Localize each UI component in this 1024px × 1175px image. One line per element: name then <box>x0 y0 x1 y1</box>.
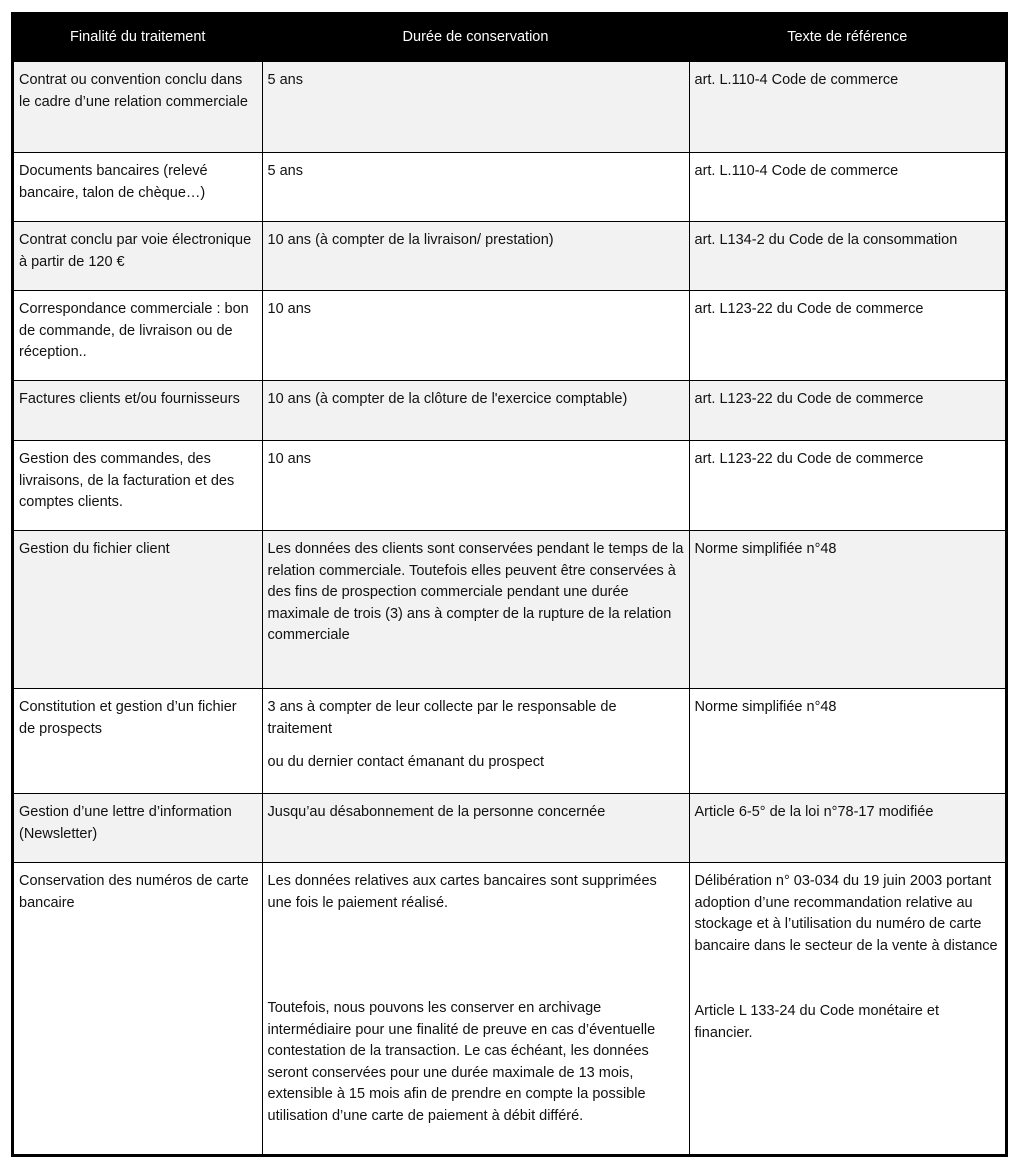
purpose-cell: Gestion des commandes, des livraisons, de la facturation et des comptes clients. <box>14 441 262 531</box>
reference-cell: art. L123-22 du Code de commerce <box>689 291 1005 381</box>
reference-text: Délibération n° 03-034 du 19 juin 2003 portant adoption d’une recommandation relative au stockage et à l’utilisation du numéro de carte bancaire dans le secteur de la vente à distance <box>694 873 998 954</box>
duration-text: 3 ans à compter de leur collecte par le responsable de traitement <box>267 699 617 737</box>
table-row <box>14 291 1005 381</box>
retention-table <box>11 12 1008 1157</box>
purpose-cell: Conservation des numéros de carte bancaire <box>14 863 262 1155</box>
duration-cell: 10 ans <box>262 291 689 381</box>
duration-cell: Les données des clients sont conservées pendant le temps de la relation commerciale. Toutefois elles peuvent être conservées à des fins de prospection commerciale pendant une durée maximale de trois (3) ans à compter de la rupture de la relation commerciale <box>262 531 689 689</box>
reference-cell <box>689 863 1005 1155</box>
table-row <box>14 381 1005 441</box>
purpose-cell: Gestion d’une lettre d’information (Newsletter) <box>14 794 262 863</box>
purpose-cell: Documents bancaires (relevé bancaire, talon de chèque…) <box>14 153 262 222</box>
table-row <box>14 441 1005 531</box>
duration-cell: 10 ans (à compter de la livraison/ prestation) <box>262 222 689 291</box>
purpose-cell: Gestion du fichier client <box>14 531 262 689</box>
duration-text: Les données relatives aux cartes bancaires sont supprimées une fois le paiement réalisé. <box>267 873 657 911</box>
duration-cell: 5 ans <box>262 153 689 222</box>
reference-text-continued: Article L 133-24 du Code monétaire et financier. <box>694 1003 939 1041</box>
duration-cell: 5 ans <box>262 62 689 153</box>
duration-cell: 10 ans (à compter de la clôture de l'exercice comptable) <box>262 381 689 441</box>
header-purpose: Finalité du traitement <box>14 15 262 62</box>
duration-cell: 10 ans <box>262 441 689 531</box>
purpose-cell: Constitution et gestion d’un fichier de prospects <box>14 689 262 794</box>
header-duration: Durée de conservation <box>262 15 689 62</box>
reference-cell: art. L.110-4 Code de commerce <box>689 153 1005 222</box>
reference-cell: art. L134-2 du Code de la consommation <box>689 222 1005 291</box>
table-row <box>14 222 1005 291</box>
duration-text-continued: ou du dernier contact émanant du prospect <box>267 754 544 770</box>
table-row <box>14 531 1005 689</box>
duration-cell <box>262 863 689 1155</box>
reference-cell: Article 6-5° de la loi n°78-17 modifiée <box>689 794 1005 863</box>
purpose-cell: Contrat ou convention conclu dans le cadre d’une relation commerciale <box>14 62 262 153</box>
reference-cell: Norme simplifiée n°48 <box>689 689 1005 794</box>
table-row <box>14 62 1005 153</box>
header-row <box>14 15 1005 62</box>
table-row <box>14 794 1005 863</box>
table-row <box>14 689 1005 794</box>
purpose-cell: Factures clients et/ou fournisseurs <box>14 381 262 441</box>
spacer <box>268 740 684 752</box>
reference-cell: art. L.110-4 Code de commerce <box>689 62 1005 153</box>
reference-cell: art. L123-22 du Code de commerce <box>689 381 1005 441</box>
purpose-cell: Correspondance commerciale : bon de commande, de livraison ou de réception.. <box>14 291 262 381</box>
table-row <box>14 153 1005 222</box>
table-row <box>14 863 1005 1155</box>
reference-cell: Norme simplifiée n°48 <box>689 531 1005 689</box>
spacer <box>695 957 1001 1001</box>
header-reference: Texte de référence <box>689 15 1005 62</box>
purpose-cell: Contrat conclu par voie électronique à partir de 120 € <box>14 222 262 291</box>
spacer <box>268 914 684 998</box>
duration-cell <box>262 689 689 794</box>
duration-cell: Jusqu’au désabonnement de la personne concernée <box>262 794 689 863</box>
duration-text-continued: Toutefois, nous pouvons les conserver en archivage intermédiaire pour une finalité de preuve en cas d’éventuelle contestation de la transaction. Le cas échéant, les données seront conservées pour une durée maximale de 13 mois, extensible à 15 mois afin de prendre en compte la possible utilisation d’une carte de paiement à débit différé. <box>267 1000 656 1124</box>
reference-cell: art. L123-22 du Code de commerce <box>689 441 1005 531</box>
